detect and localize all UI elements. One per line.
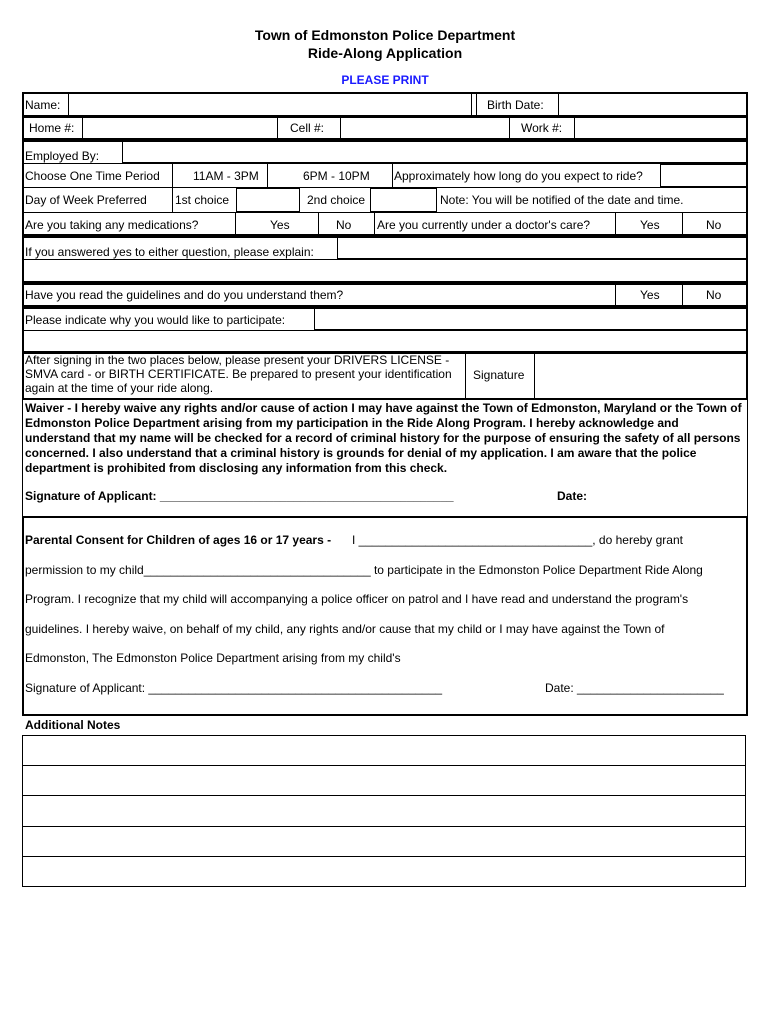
divider <box>476 93 477 116</box>
employed-by-field[interactable] <box>122 141 747 163</box>
divider <box>23 212 747 213</box>
divider <box>615 284 616 306</box>
additional-notes-title: Additional Notes <box>25 718 121 732</box>
divider <box>374 213 375 235</box>
notes-line-3[interactable] <box>22 795 746 827</box>
notes-line-1[interactable] <box>22 735 746 766</box>
first-choice-label: 1st choice <box>175 193 230 207</box>
doctor-care-question: Are you currently under a doctor's care? <box>377 218 591 232</box>
participate-label: Please indicate why you would like to participate: <box>25 313 286 327</box>
waiver-date-label: Date: <box>557 489 588 503</box>
day-of-week-label: Day of Week Preferred <box>25 193 147 207</box>
medications-no[interactable]: No <box>336 218 352 232</box>
parental-consent-heading: Parental Consent for Children of ages 16 or 17 years - <box>25 533 332 547</box>
parental-consent-line5: Edmonston, The Edmonston Police Department arising from my child's <box>25 651 401 665</box>
divider <box>682 284 683 306</box>
participate-field-line2[interactable] <box>23 331 747 352</box>
employed-by-label: Employed By: <box>25 149 100 163</box>
participate-field[interactable] <box>314 308 747 330</box>
work-phone-label: Work #: <box>521 121 563 135</box>
parental-consent-grant-line[interactable]: I ___________________________________, do hereby grant <box>352 533 683 547</box>
page-subtitle: Ride-Along Application <box>307 45 463 61</box>
divider <box>172 164 173 187</box>
please-print-note: PLEASE PRINT <box>341 73 429 87</box>
explain-label: If you answered yes to either question, please explain: <box>25 245 314 259</box>
parental-date-line[interactable]: Date: ______________________ <box>545 681 724 695</box>
waiver-text: Waiver - I hereby waive any rights and/or cause of action I may have against the Town of Edmonston, Maryland or the Town of Edmonston Police Department arising from my participation in the Ride Along Program. I hereby acknowledge and understand that my name will be checked for a record of criminal history for the purpose of ensuring the safety of all persons concerned. I also understand that a criminal history is grounds for denial of my application. I am aware that the police department is prohibited from disclosing any information from this check. <box>25 401 742 475</box>
time-option-6pm-10pm[interactable]: 6PM - 10PM <box>303 169 370 183</box>
name-label: Name: <box>25 98 61 112</box>
notify-note: Note: You will be notified of the date and time. <box>440 193 684 207</box>
waiver-signature-line[interactable]: Signature of Applicant: ____________________________________________ <box>25 489 454 503</box>
divider <box>318 213 319 235</box>
guidelines-question: Have you read the guidelines and do you understand them? <box>25 288 344 302</box>
signature-label: Signature <box>473 368 525 382</box>
home-phone-label: Home #: <box>29 121 75 135</box>
work-phone-field[interactable] <box>574 117 747 139</box>
parental-consent-line3: Program. I recognize that my child will accompanying a police officer on patrol and I have read and understand the program's <box>25 592 689 606</box>
license-note: After signing in the two places below, please present your DRIVERS LICENSE - SMVA card - or BIRTH CERTIFICATE. Be prepared to present your identification again at the time of your ride along. <box>25 353 452 395</box>
notes-line-4[interactable] <box>22 826 746 857</box>
divider <box>682 213 683 235</box>
divider <box>392 164 393 187</box>
parental-signature-line[interactable]: Signature of Applicant: ____________________________________________ <box>25 681 443 695</box>
parental-consent-line2: permission to my child__________________________________ to participate in the Edmonston Police Department Ride Along <box>25 563 703 577</box>
medications-yes[interactable]: Yes <box>270 218 290 232</box>
guidelines-yes[interactable]: Yes <box>640 288 660 302</box>
birth-date-label: Birth Date: <box>487 98 544 112</box>
divider <box>235 213 236 235</box>
time-period-label: Choose One Time Period <box>25 169 160 183</box>
ride-duration-field[interactable] <box>660 164 747 187</box>
explain-field[interactable] <box>337 237 747 259</box>
notes-line-2[interactable] <box>22 765 746 796</box>
cell-phone-label: Cell #: <box>290 121 325 135</box>
time-option-11am-3pm[interactable]: 11AM - 3PM <box>193 169 259 183</box>
second-choice-label: 2nd choice <box>307 193 366 207</box>
doctor-care-yes[interactable]: Yes <box>640 218 660 232</box>
signature-field[interactable] <box>534 353 747 399</box>
ride-duration-label: Approximately how long do you expect to ride? <box>394 169 643 183</box>
explain-field-line2[interactable] <box>23 260 747 282</box>
doctor-care-no[interactable]: No <box>706 218 722 232</box>
parental-consent-line4: guidelines. I hereby waive, on behalf of my child, any rights and/or cause that my child or I may have against the Town of <box>25 622 665 636</box>
notes-line-5[interactable] <box>22 856 746 887</box>
home-phone-field[interactable] <box>82 117 278 139</box>
medications-question: Are you taking any medications? <box>25 218 199 232</box>
divider <box>172 188 173 212</box>
divider <box>615 213 616 235</box>
name-field[interactable] <box>68 93 472 116</box>
divider <box>465 353 466 399</box>
birth-date-field[interactable] <box>558 93 747 116</box>
page-title: Town of Edmonston Police Department <box>254 27 516 43</box>
cell-phone-field[interactable] <box>340 117 510 139</box>
divider <box>23 163 747 164</box>
divider <box>267 164 268 187</box>
second-choice-field[interactable] <box>370 188 437 212</box>
guidelines-no[interactable]: No <box>706 288 722 302</box>
first-choice-field[interactable] <box>236 188 300 212</box>
